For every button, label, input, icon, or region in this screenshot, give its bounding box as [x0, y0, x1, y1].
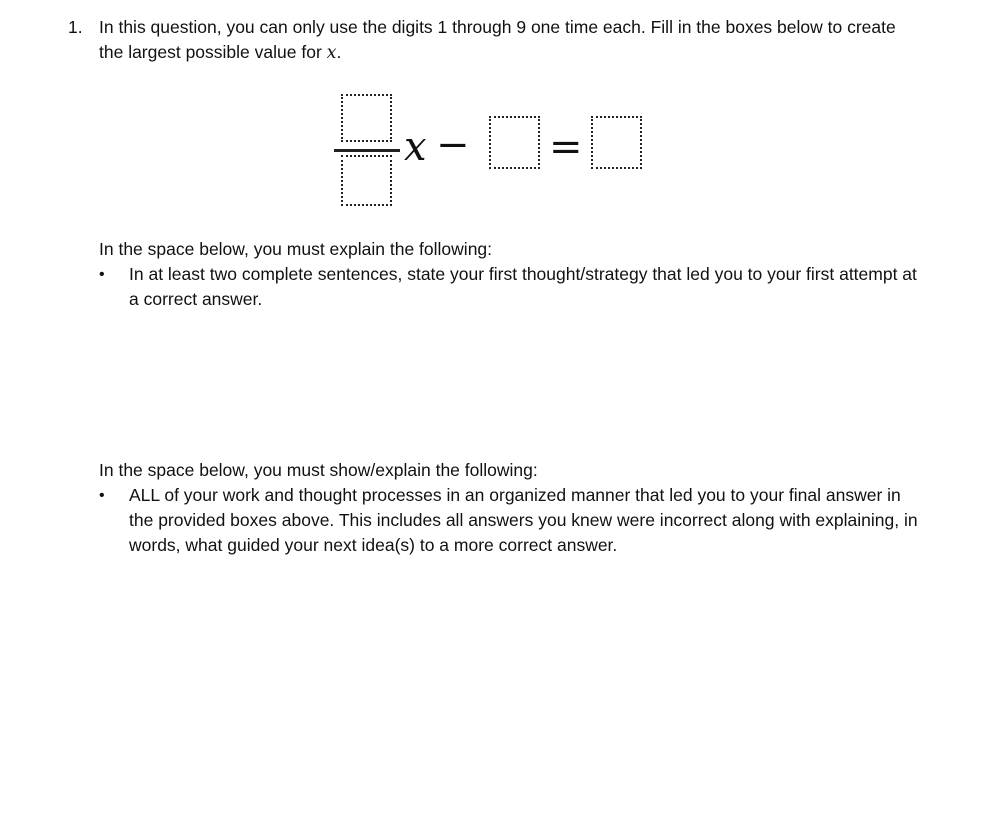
- strategy-answer-space[interactable]: [99, 315, 919, 455]
- equation-variable: x: [404, 124, 427, 170]
- work-answer-space[interactable]: [99, 565, 919, 815]
- subtrahend-box[interactable]: [489, 116, 540, 169]
- prompt-text: In this question, you can only use the digits 1 through 9 one time each. Fill in the boxes below to create the largest possible value for: [99, 17, 896, 62]
- numerator-box[interactable]: [341, 94, 392, 142]
- strategy-bullet-item: [99, 262, 919, 312]
- result-box[interactable]: [591, 116, 642, 169]
- prompt-variable: x: [326, 43, 337, 63]
- work-instruction: ALL of your work and thought processes in an organized manner that led you to your final answer in the provided boxes above. This includes all answers you knew were incorrect along with explaining, in words, what guided your next idea(s) to a more correct answer.: [129, 485, 918, 555]
- work-section: [99, 458, 919, 558]
- denominator-box[interactable]: [341, 155, 392, 206]
- strategy-instruction: In at least two complete sentences, state your first thought/strategy that led you to your first attempt at a correct answer.: [129, 264, 917, 309]
- work-bullet-item: [99, 483, 919, 558]
- work-heading: In the space below, you must show/explain the following:: [99, 460, 538, 480]
- strategy-heading: In the space below, you must explain the following:: [99, 239, 493, 259]
- bullet-icon: •: [99, 266, 105, 283]
- fraction-bar: [334, 149, 400, 152]
- prompt-period: .: [336, 42, 342, 62]
- equation: [0, 0, 992, 230]
- minus-sign: −: [436, 122, 470, 168]
- question-number: 1.: [68, 17, 83, 37]
- equals-sign: =: [549, 124, 583, 170]
- strategy-section: [99, 237, 919, 312]
- bullet-icon: •: [99, 487, 105, 504]
